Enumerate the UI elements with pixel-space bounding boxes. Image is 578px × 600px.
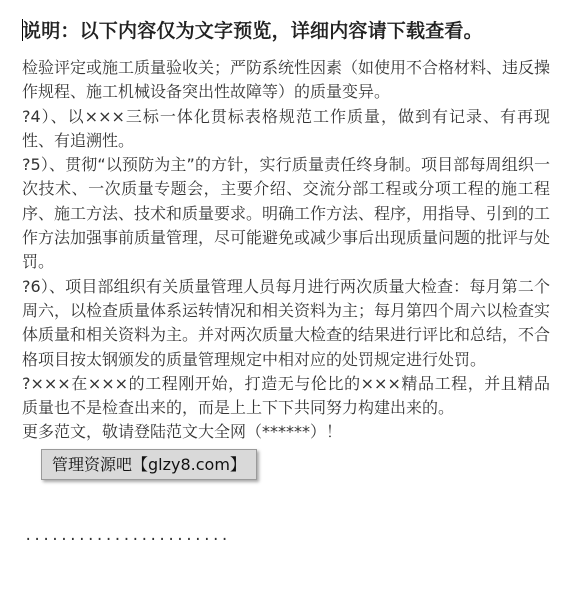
watermark-banner: 管理资源吧【glzy8.com】 — [41, 449, 257, 480]
paragraph-3: ?5）、贯彻“以预防为主”的方针，实行质量责任终身制。项目部每周组织一次技术、一次质量专题会，主要介绍、交流分部工程或分项工程的施工程序、施工方法、技术和质量要求。明确工作方法、程序，用指导、引到的工作方法加强事前质量管理，尽可能避免或减少事后出现质量问题的批评与处罚。 — [22, 155, 551, 272]
paragraph-1: 检验评定或施工质量验收关；严防系统性因素（如使用不合格材料、违反操作规程、施工机械设备突出性故障等）的质量变异。 — [22, 58, 551, 102]
paragraph-4: ?6）、项目部组织有关质量管理人员每月进行两次质量大检查：每月第二个周六，以检查质量体系运转情况和相关资料为主；每月第四个周六以检查实体质量和相关资料为主。并对两次质量大检查的结果进行评比和总结，不合格项目按太钢颁发的质量管理规定中相对应的处罚规定进行处罚。 — [22, 276, 551, 369]
dotted-leader: ······················· — [24, 532, 230, 548]
paragraph-2: ?4）、以×××三标一体化贯标表格规范工作质量，做到有记录、有再现性、有追溯性。 — [22, 106, 550, 150]
document-body — [22, 56, 550, 445]
preview-notice: 说明：以下内容仅为文字预览，详细内容请下载查看。 — [22, 20, 483, 42]
paragraph-6: 更多范文，敬请登陆范文大全网（******）！ — [22, 422, 343, 442]
paragraph-5: ?×××在×××的工程刚开始，打造无与伦比的×××精品工程，并且精品质量也不是检查出来的，而是上上下下共同努力构建出来的。 — [22, 373, 550, 418]
